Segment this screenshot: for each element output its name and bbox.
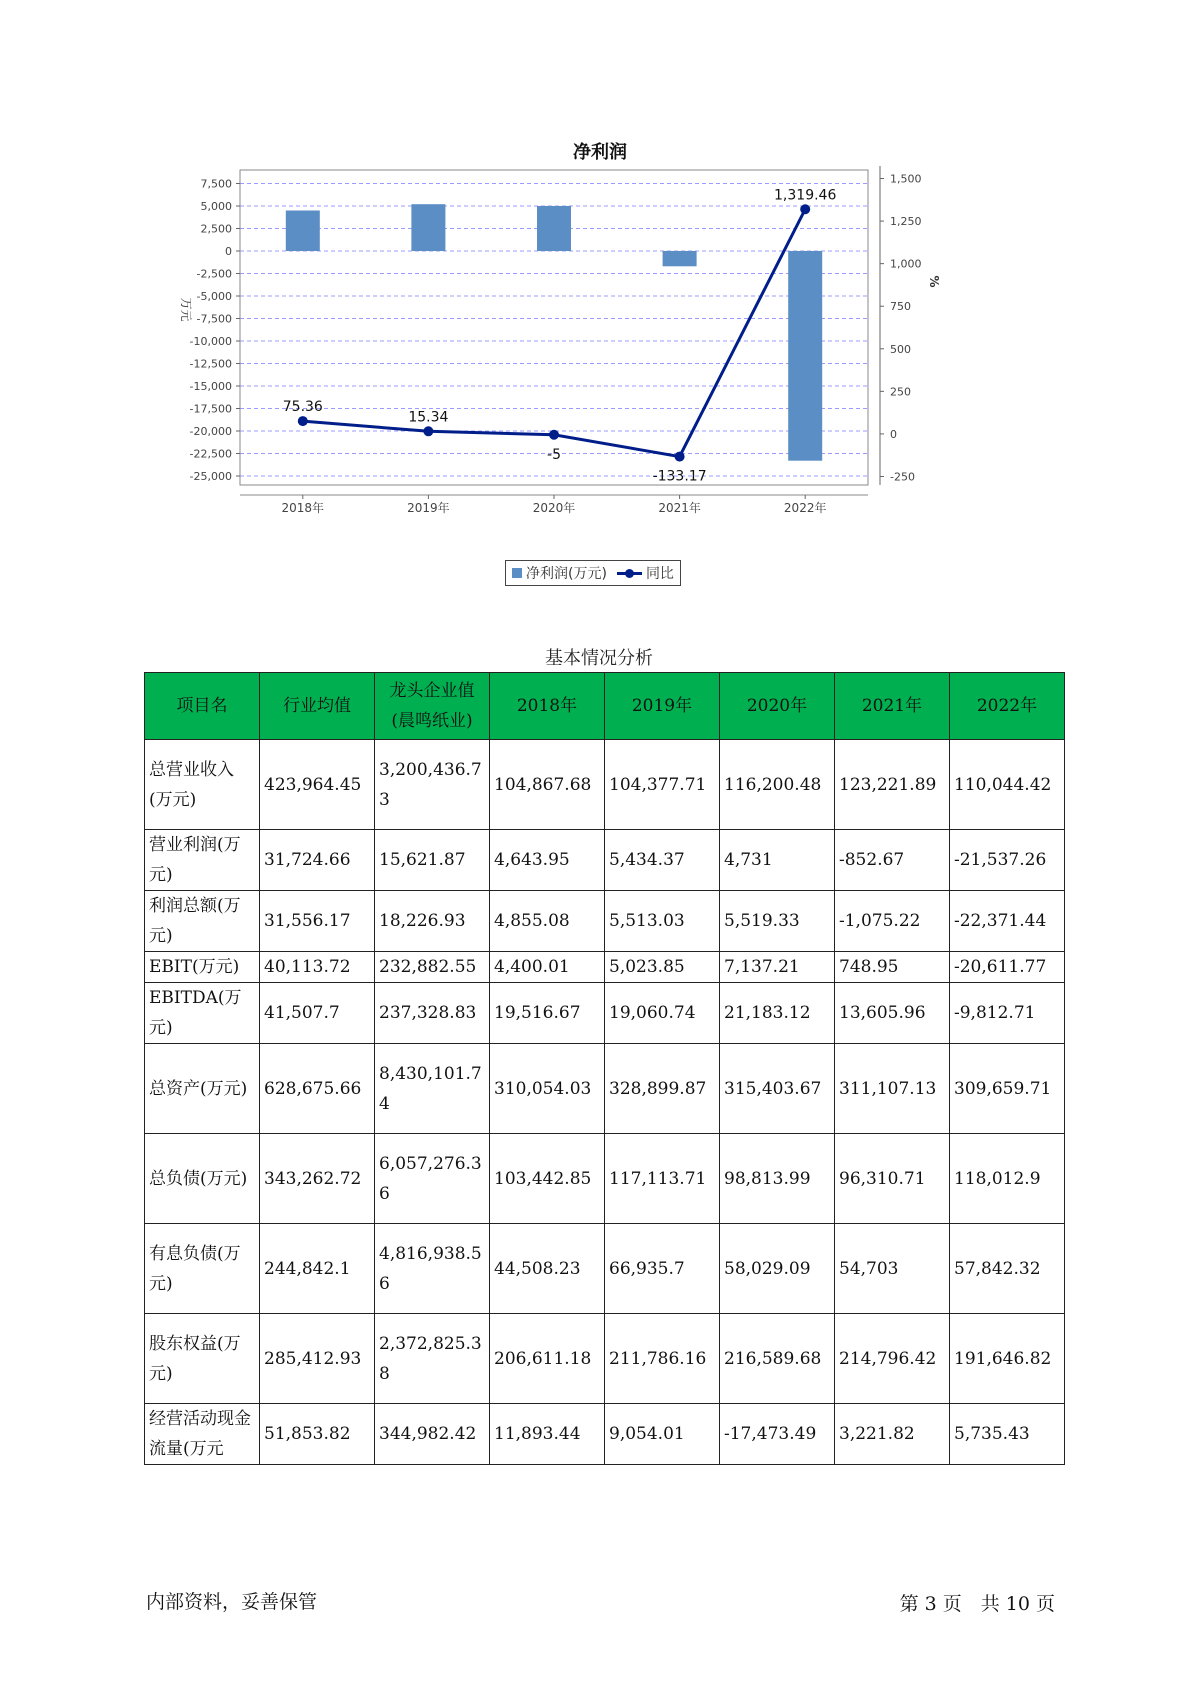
table-cell: 232,882.55 (375, 952, 490, 983)
table-row (145, 1314, 1065, 1404)
row-label: 总资产(万元) (145, 1044, 260, 1134)
bar-legend-label: 净利润(万元) (526, 566, 607, 582)
table-cell: 5,023.85 (605, 952, 720, 983)
y-tick-label-left: -12,500 (189, 357, 232, 371)
column-header: 行业均值 (260, 673, 375, 740)
table-cell: 116,200.48 (720, 740, 835, 830)
y-tick-label-right: 750 (890, 300, 911, 314)
line-legend-label: 同比 (645, 566, 674, 582)
y-tick-label-left: -15,000 (189, 380, 232, 393)
table-cell: 315,403.67 (720, 1044, 835, 1134)
net-profit-chart (170, 130, 1030, 610)
table-cell: 244,842.1 (260, 1224, 375, 1314)
y-tick-label-right: 250 (890, 385, 911, 399)
table-cell: 104,377.71 (605, 740, 720, 830)
table-row (145, 1134, 1065, 1224)
table-cell: 44,508.23 (490, 1224, 605, 1314)
yoy-point (800, 204, 810, 214)
column-header: 2018年 (490, 673, 605, 740)
table-cell: 206,611.18 (490, 1314, 605, 1404)
yoy-data-label: -133.17 (652, 468, 707, 485)
table-cell: -21,537.26 (950, 830, 1065, 891)
column-header: 龙头企业值(晨鸣纸业) (375, 673, 490, 740)
table-cell: 98,813.99 (720, 1134, 835, 1224)
y-tick-label-right: 1,000 (890, 257, 922, 271)
y-tick-label-right: 1,250 (890, 215, 922, 229)
table-cell: 15,621.87 (375, 830, 490, 891)
table-cell: 58,029.09 (720, 1224, 835, 1314)
basic-analysis-table (144, 672, 1065, 1465)
table-cell: 13,605.96 (835, 983, 950, 1044)
bar (411, 204, 445, 251)
row-label: 利润总额(万元) (145, 891, 260, 952)
yoy-data-label: 1,319.46 (774, 187, 837, 204)
bar (788, 251, 822, 461)
table-cell: 5,735.43 (950, 1404, 1065, 1465)
bar (663, 251, 697, 266)
table-cell: 4,855.08 (490, 891, 605, 952)
table-row (145, 740, 1065, 830)
table-cell: 3,221.82 (835, 1404, 950, 1465)
table-cell: 310,054.03 (490, 1044, 605, 1134)
table-cell: 6,057,276.36 (375, 1134, 490, 1224)
table-cell: 5,519.33 (720, 891, 835, 952)
table-cell: 5,513.03 (605, 891, 720, 952)
table-cell: 54,703 (835, 1224, 950, 1314)
table-cell: 103,442.85 (490, 1134, 605, 1224)
table-row (145, 891, 1065, 952)
table-cell: 344,982.42 (375, 1404, 490, 1465)
table-cell: 237,328.83 (375, 983, 490, 1044)
table-cell: 117,113.71 (605, 1134, 720, 1224)
yoy-point (298, 416, 308, 426)
table-cell: 18,226.93 (375, 891, 490, 952)
table-cell: -20,611.77 (950, 952, 1065, 983)
table-row (145, 952, 1065, 983)
table-cell: 628,675.66 (260, 1044, 375, 1134)
table-cell: 328,899.87 (605, 1044, 720, 1134)
table-cell: 211,786.16 (605, 1314, 720, 1404)
yoy-point (423, 426, 433, 436)
table-cell: 4,816,938.56 (375, 1224, 490, 1314)
line-legend-swatch (617, 569, 642, 578)
table-cell: 2,372,825.38 (375, 1314, 490, 1404)
table-cell: 66,935.7 (605, 1224, 720, 1314)
row-label: EBIT(万元) (145, 952, 260, 983)
column-header: 2020年 (720, 673, 835, 740)
y-tick-label-right: -250 (890, 470, 915, 484)
table-cell: 3,200,436.73 (375, 740, 490, 830)
column-header: 项目名 (145, 673, 260, 740)
table-cell: 4,400.01 (490, 952, 605, 983)
y-axis-label-left: 万元 (179, 297, 193, 322)
y-tick-label-left: -2,500 (196, 267, 232, 281)
table-row (145, 1224, 1065, 1314)
y-tick-label-left: -20,000 (189, 425, 232, 438)
y-tick-label-left: -5,000 (196, 290, 232, 303)
table-cell: 4,731 (720, 830, 835, 891)
footer-confidential-note: 内部资料，妥善保管 (146, 1591, 318, 1613)
y-tick-label-left: -7,500 (196, 312, 232, 326)
footer-page-number: 第 3 页 共 10 页 (899, 1593, 1055, 1615)
table-cell: 311,107.13 (835, 1044, 950, 1134)
table-cell: 9,054.01 (605, 1404, 720, 1465)
table-cell: 216,589.68 (720, 1314, 835, 1404)
table-cell: 19,516.67 (490, 983, 605, 1044)
table-cell: 309,659.71 (950, 1044, 1065, 1134)
row-label: 股东权益(万元) (145, 1314, 260, 1404)
table-cell: 7,137.21 (720, 952, 835, 983)
table-cell: 5,434.37 (605, 830, 720, 891)
y-tick-label-left: 7,500 (200, 177, 232, 191)
table-cell: 118,012.9 (950, 1134, 1065, 1224)
y-axis-label-right: % (927, 275, 941, 288)
y-tick-label-left: -10,000 (189, 335, 232, 348)
table-cell: 191,646.82 (950, 1314, 1065, 1404)
yoy-point (549, 430, 559, 440)
table-cell: 104,867.68 (490, 740, 605, 830)
table-cell: 4,643.95 (490, 830, 605, 891)
bar (286, 211, 320, 252)
yoy-point (675, 452, 685, 462)
table-cell: 748.95 (835, 952, 950, 983)
row-label: EBITDA(万元) (145, 983, 260, 1044)
x-tick-label: 2021年 (658, 501, 701, 515)
y-tick-label-left: 5,000 (200, 200, 232, 213)
y-tick-label-left: -17,500 (189, 402, 232, 416)
row-label: 营业利润(万元) (145, 830, 260, 891)
x-tick-label: 2018年 (281, 501, 325, 515)
table-cell: -852.67 (835, 830, 950, 891)
table-cell: 96,310.71 (835, 1134, 950, 1224)
yoy-data-label: 75.36 (282, 399, 323, 416)
table-cell: 21,183.12 (720, 983, 835, 1044)
x-tick-label: 2019年 (407, 501, 450, 515)
table-row (145, 1404, 1065, 1465)
table-cell: 41,507.7 (260, 983, 375, 1044)
y-tick-label-right: 500 (890, 342, 911, 356)
table-cell: 40,113.72 (260, 952, 375, 983)
x-tick-label: 2020年 (532, 501, 576, 515)
table-cell: -22,371.44 (950, 891, 1065, 952)
yoy-data-label: -5 (547, 446, 561, 463)
row-label: 总营业收入(万元) (145, 740, 260, 830)
chart-legend (505, 560, 681, 586)
y-tick-label-right: 1,500 (890, 172, 922, 186)
table-header-row (145, 673, 1065, 740)
y-tick-label-left: 0 (225, 245, 232, 258)
y-tick-label-left: -22,500 (189, 447, 232, 461)
table-row (145, 830, 1065, 891)
row-label: 有息负债(万元) (145, 1224, 260, 1314)
table-caption: 基本情况分析 (545, 648, 653, 669)
table-cell: 8,430,101.74 (375, 1044, 490, 1134)
table-row (145, 1044, 1065, 1134)
table-cell: -1,075.22 (835, 891, 950, 952)
column-header: 2019年 (605, 673, 720, 740)
table-cell: 31,724.66 (260, 830, 375, 891)
table-cell: 285,412.93 (260, 1314, 375, 1404)
y-tick-label-left: -25,000 (189, 470, 232, 483)
bar (537, 206, 571, 251)
y-tick-label-right: 0 (890, 427, 897, 441)
y-tick-label-left: 2,500 (200, 222, 232, 236)
table-cell: 19,060.74 (605, 983, 720, 1044)
table-cell: 123,221.89 (835, 740, 950, 830)
table-cell: 110,044.42 (950, 740, 1065, 830)
table-cell: 51,853.82 (260, 1404, 375, 1465)
row-label: 经营活动现金流量(万元 (145, 1404, 260, 1465)
chart-canvas (170, 130, 1030, 560)
table-row (145, 983, 1065, 1044)
table-cell: 423,964.45 (260, 740, 375, 830)
yoy-data-label: 15.34 (408, 409, 449, 426)
bar-legend-swatch (512, 568, 522, 578)
table-cell: 57,842.32 (950, 1224, 1065, 1314)
table-cell: -9,812.71 (950, 983, 1065, 1044)
table-cell: 343,262.72 (260, 1134, 375, 1224)
table-cell: -17,473.49 (720, 1404, 835, 1465)
table-cell: 11,893.44 (490, 1404, 605, 1465)
column-header: 2021年 (835, 673, 950, 740)
table-cell: 31,556.17 (260, 891, 375, 952)
column-header: 2022年 (950, 673, 1065, 740)
x-tick-label: 2022年 (783, 501, 827, 515)
row-label: 总负债(万元) (145, 1134, 260, 1224)
table-cell: 214,796.42 (835, 1314, 950, 1404)
chart-title: 净利润 (573, 142, 627, 163)
